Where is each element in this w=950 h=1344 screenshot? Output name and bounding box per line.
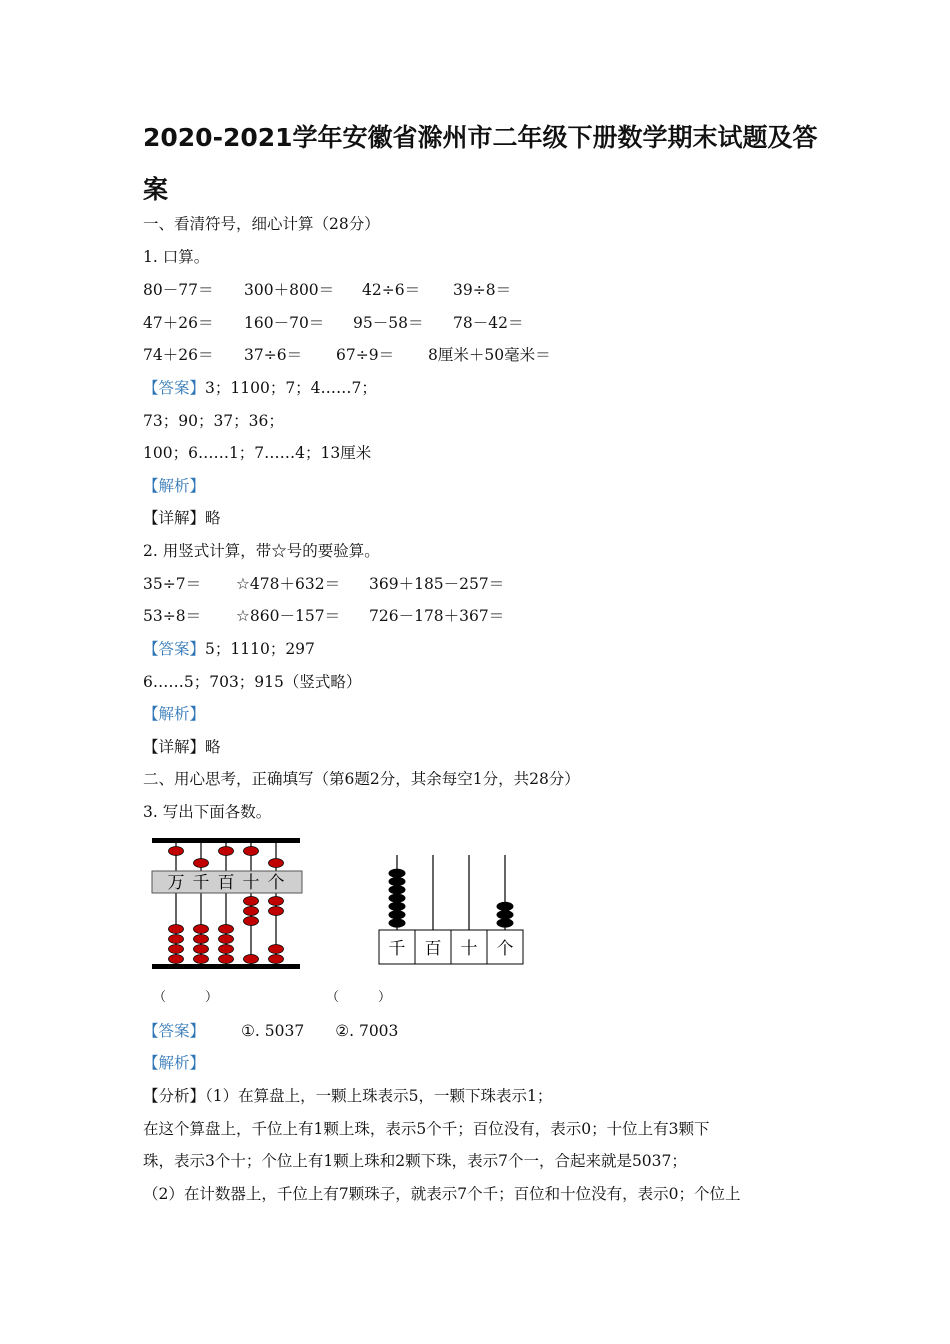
abacus-lower-bead [194, 955, 209, 964]
answer-tag: 【答案】 [143, 1022, 206, 1040]
abacus-lower-bead [219, 945, 234, 954]
q2-expr: 35÷7＝ [143, 575, 202, 593]
abacus-lower-bead [194, 935, 209, 944]
q1-expr: 160－70＝ [244, 314, 325, 332]
q2-expr: 53÷8＝ [143, 607, 202, 625]
q2-analysis-tag: 【解析】 [143, 705, 206, 723]
q1-expr: 37÷6＝ [244, 346, 303, 364]
q3-analysis-tag: 【解析】 [143, 1054, 206, 1072]
counter-bead [389, 910, 406, 919]
counter-bead [389, 869, 406, 878]
q1-expr: 42÷6＝ [362, 281, 421, 299]
q1-detail: 【详解】略 [143, 509, 221, 527]
q1-expr: 95－58＝ [353, 314, 424, 332]
q1-analysis-tag: 【解析】 [143, 477, 206, 495]
q3-blank-2: （ ） [326, 990, 392, 1005]
abacus-lower-bead [194, 925, 209, 934]
q3-label: 3. 写出下面各数。 [143, 803, 272, 821]
abacus-upper-bead [169, 847, 184, 856]
q1-expr: 67÷9＝ [336, 346, 395, 364]
counter-place-label: 个 [496, 939, 514, 959]
q2-detail: 【详解】略 [143, 738, 221, 756]
counter-bead [389, 918, 406, 927]
abacus-rods [169, 843, 284, 964]
abacus-upper-bead [194, 859, 209, 868]
abacus-lower-bead [169, 925, 184, 934]
q3-blank-1: （ ） [153, 990, 219, 1005]
q1-expr: 8厘米＋50毫米＝ [428, 346, 551, 364]
abacus-lower-bead [219, 935, 234, 944]
answer-text: ①. 5037 ②. 7003 [241, 1022, 399, 1040]
analysis-line: 在这个算盘上，千位上有1颗上珠，表示5个千；百位没有，表示0；十位上有3颗下 [143, 1119, 710, 1138]
q2-expr: 726－178＋367＝ [369, 607, 505, 625]
answer-text: 3；1100；7；4……7； [205, 379, 377, 397]
abacus-lower-bead [169, 945, 184, 954]
q2-answer-line-2: 6……5；703；915（竖式略） [143, 673, 362, 691]
counter-bead [389, 885, 406, 894]
abacus-lower-bead [244, 955, 259, 964]
q2-label: 2. 用竖式计算，带☆号的要验算。 [143, 542, 380, 560]
q1-answer [143, 378, 377, 398]
abacus-upper-bead [244, 847, 259, 856]
q1-expr: 78－42＝ [453, 314, 524, 332]
section-2-heading: 二、用心思考，正确填写（第6题2分，其余每空1分，共28分） [143, 770, 580, 788]
analysis-line: 【分析】（1）在算盘上，一颗上珠表示5，一颗下珠表示1； [143, 1087, 553, 1105]
abacus-lower-bead [244, 897, 259, 906]
abacus-place-label: 万 [167, 873, 185, 893]
abacus-lower-bead [244, 907, 259, 916]
counter-bead [389, 894, 406, 903]
abacus-lower-bead [194, 945, 209, 954]
q1-label: 1. 口算。 [143, 248, 210, 266]
counter-place-label: 十 [460, 939, 478, 959]
abacus-lower-bead [269, 945, 284, 954]
q2-answer [143, 639, 315, 659]
abacus-figure [145, 834, 310, 974]
abacus-upper-bead [269, 859, 284, 868]
counter-place-label: 百 [424, 939, 442, 959]
section-1-heading: 一、看清符号，细心计算（28分） [143, 215, 380, 233]
q2-expr: 369＋185－257＝ [369, 575, 505, 593]
abacus-bottom-beam [152, 964, 300, 969]
q1-expr: 74＋26＝ [143, 346, 214, 364]
abacus-lower-bead [269, 897, 284, 906]
abacus-lower-bead [169, 955, 184, 964]
abacus-lower-bead [219, 955, 234, 964]
abacus-place-label: 个 [267, 873, 285, 893]
abacus-place-label: 十 [242, 873, 260, 893]
answer-tag: 【答案】 [143, 379, 206, 397]
counter-cells [379, 930, 523, 964]
q3-analysis [143, 1080, 808, 1210]
q3-answer [143, 1021, 398, 1041]
abacus-lower-bead [269, 907, 284, 916]
abacus-top-beam [152, 838, 300, 843]
counter-figure [377, 852, 527, 967]
abacus-upper-bead [219, 847, 234, 856]
abacus-lower-bead [169, 935, 184, 944]
q1-expr: 39÷8＝ [453, 281, 512, 299]
counter-bead [497, 910, 514, 919]
abacus-lower-bead [269, 955, 284, 964]
abacus-place-label: 千 [192, 873, 210, 893]
q1-expr: 80－77＝ [143, 281, 214, 299]
counter-bead [497, 918, 514, 927]
q2-expr: ☆478＋632＝ [236, 575, 341, 593]
q1-expr: 47＋26＝ [143, 314, 214, 332]
q1-answer-line-3: 100；6……1；7……4；13厘米 [143, 444, 372, 462]
abacus-place-label: 百 [217, 873, 235, 893]
q1-expr: 300＋800＝ [244, 281, 335, 299]
counter-bead [389, 902, 406, 911]
answer-tag: 【答案】 [143, 640, 206, 658]
counter-rods [389, 855, 514, 930]
document-title: 2020-2021学年安徽省滁州市二年级下册数学期末试题及答案 [143, 123, 818, 204]
abacus-lower-bead [244, 917, 259, 926]
counter-place-label: 千 [388, 939, 406, 959]
q1-answer-line-2: 73；90；37；36； [143, 412, 284, 430]
abacus-lower-bead [219, 925, 234, 934]
counter-bead [497, 902, 514, 911]
analysis-line: 珠，表示3个十；个位上有1颗上珠和2颗下珠，表示7个一，合起来就是5037； [143, 1152, 687, 1170]
answer-text: 5；1110；297 [205, 640, 315, 658]
q2-expr: ☆860－157＝ [236, 607, 341, 625]
counter-bead [389, 877, 406, 886]
analysis-line: （2）在计数器上，千位上有7颗珠子，就表示7个千；百位和十位没有，表示0；个位上 [143, 1184, 741, 1203]
